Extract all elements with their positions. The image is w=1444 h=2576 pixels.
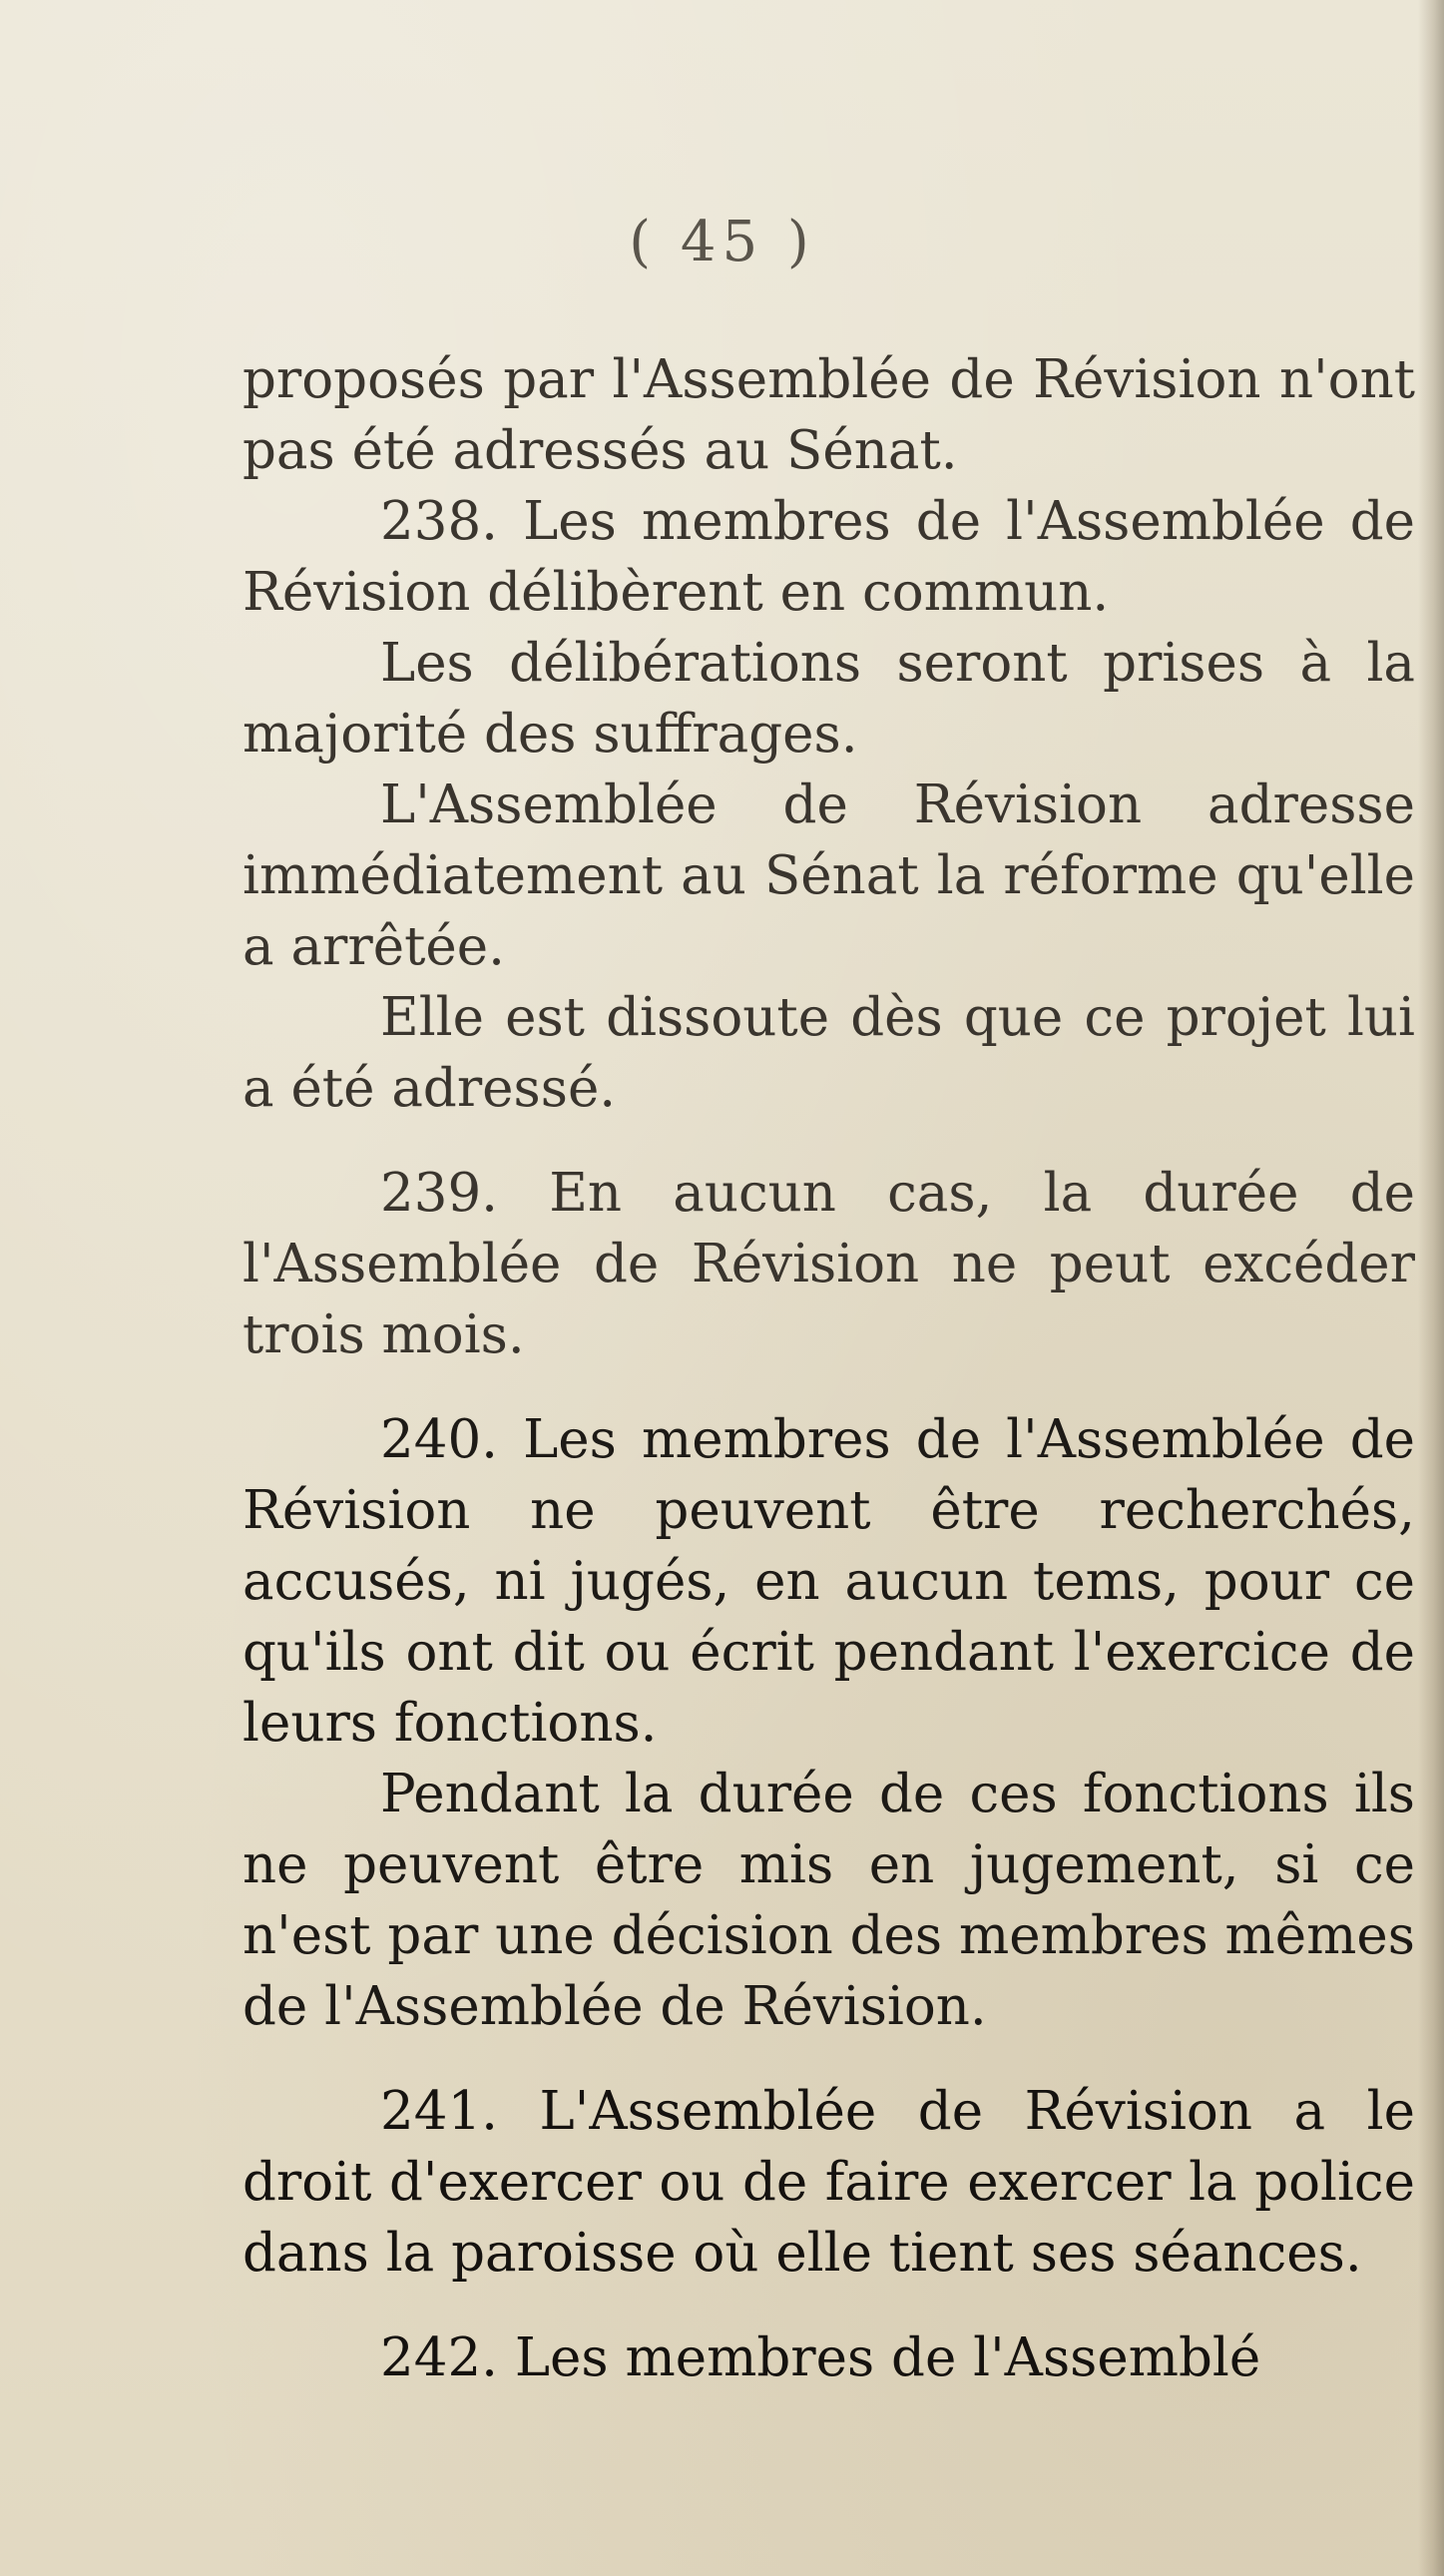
body-text (242, 344, 1415, 2393)
page-edge-shadow (1418, 0, 1444, 2576)
paragraph-continuation: proposés par l'Assemblée de Révision n'ont pas été adressés au Sénat. (242, 349, 1415, 481)
article-242: 242. Les membres de l'Assemblé (380, 2327, 1261, 2388)
article-240: 240. Les membres de l'Assemblée de Révision ne peuvent être recherchés, accusés, ni jugés, en aucun tems, pour ce qu'ils ont dit ou écrit pendant l'exercice de leurs fonctions. (242, 1409, 1415, 1754)
article-239: 239. En aucun cas, la durée de l'Assemblée de Révision ne peut excéder trois mois. (242, 1163, 1415, 1365)
article-238-paragraph-3: L'Assemblée de Révision adresse immédiatement au Sénat la réforme qu'elle a arrêtée. (242, 774, 1415, 977)
article-238-paragraph-4: Elle est dissoute dès que ce projet lui a été adressé. (242, 987, 1415, 1119)
article-238: 238. Les membres de l'Assemblée de Révision délibèrent en commun. (242, 491, 1415, 623)
page-number: ( 45 ) (629, 210, 815, 274)
article-241: 241. L'Assemblée de Révision a le droit d'exercer ou de faire exercer la police dans la paroisse où elle tient ses séances. (242, 2081, 1415, 2284)
article-238-paragraph-2: Les délibérations seront prises à la majorité des suffrages. (242, 633, 1415, 765)
article-240-paragraph-2: Pendant la durée de ces fonctions ils ne peuvent être mis en jugement, si ce n'est par une décision des membres mêmes de l'Assemblée de Révision. (242, 1764, 1415, 2037)
